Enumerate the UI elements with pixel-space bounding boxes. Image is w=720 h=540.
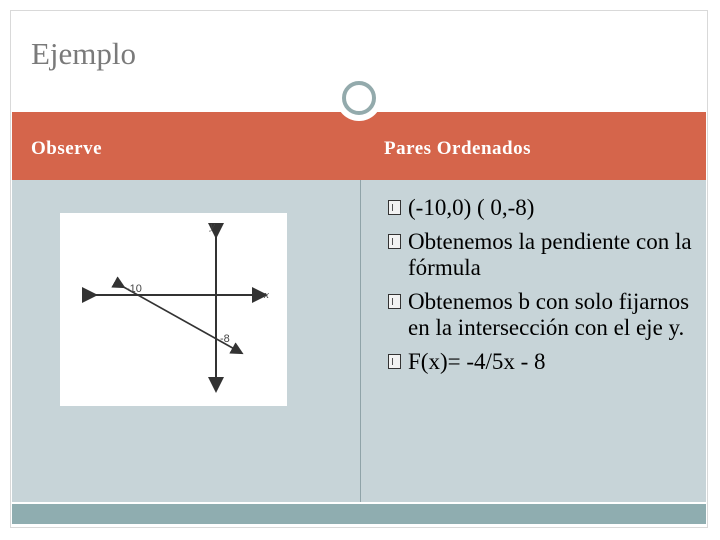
footer-band [12, 504, 706, 524]
bullet-item [388, 349, 708, 375]
y-intercept-label: -8 [220, 333, 230, 345]
bullet-marker-icon [388, 354, 401, 369]
bullet-text: Obtenemos la pendiente con la fórmula [408, 229, 692, 280]
decorative-ring-icon [342, 81, 376, 115]
y-axis-label: y [210, 220, 215, 232]
bullet-text: Obtenemos b con solo fijarnos en la intersección con el eje y. [408, 289, 690, 340]
header-band [12, 112, 706, 180]
line-graph-image [60, 213, 287, 406]
bullet-marker-icon [388, 234, 401, 249]
right-column-heading: Pares Ordenados [384, 138, 532, 159]
bullet-text: (-10,0) ( 0,-8) [408, 195, 535, 220]
bullet-item [388, 229, 708, 281]
graph-svg [60, 213, 287, 406]
x-axis-label: x [264, 289, 269, 301]
bullet-item [388, 195, 708, 221]
column-divider [360, 180, 361, 502]
slide-title: Ejemplo [31, 36, 137, 71]
bullet-marker-icon [388, 294, 401, 309]
bullet-text: F(x)= -4/5x - 8 [408, 349, 546, 374]
x-intercept-label: -10 [126, 283, 142, 295]
bullet-list [388, 195, 708, 383]
left-column-heading: Observe [31, 138, 103, 159]
bullet-marker-icon [388, 200, 401, 215]
bullet-item [388, 289, 708, 341]
